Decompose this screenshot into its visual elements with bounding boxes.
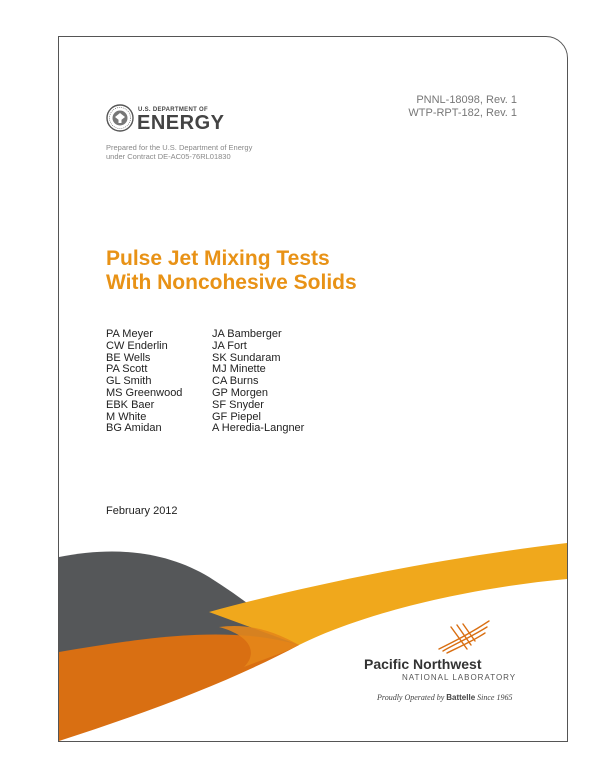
author: CA Burns	[212, 375, 259, 388]
report-cover	[58, 36, 568, 742]
doe-seal-icon	[106, 104, 134, 132]
contract-note	[106, 143, 252, 161]
battelle-logo: Battelle	[446, 693, 476, 702]
doe-name: ENERGY	[137, 112, 225, 134]
authors-column-right	[212, 329, 304, 435]
author: GF Piepel	[212, 410, 261, 423]
publication-date: February 2012	[106, 505, 178, 517]
author: CW Enderlin	[106, 339, 168, 352]
author: EBK Baer	[106, 398, 155, 411]
report-id-wtp: WTP-RPT-182, Rev. 1	[408, 107, 517, 119]
report-numbers	[408, 94, 517, 120]
author: MJ Minette	[212, 363, 266, 376]
author: BE Wells	[106, 351, 151, 364]
operated-prefix: Proudly Operated by	[377, 693, 445, 702]
author: M White	[106, 410, 147, 423]
author: SK Sundaram	[212, 351, 281, 364]
doe-dept-line: U.S. DEPARTMENT OF	[138, 107, 208, 113]
operated-suffix: Since 1965	[477, 693, 513, 702]
author: GP Morgen	[212, 386, 269, 399]
light-orange-band	[209, 543, 567, 645]
report-title	[106, 247, 357, 295]
author: SF Snyder	[212, 398, 264, 411]
lab-subtitle: NATIONAL LABORATORY	[402, 673, 517, 682]
contract-line-2: under Contract DE-AC05-76RL01830	[106, 152, 231, 161]
author: A Heredia-Langner	[212, 422, 305, 435]
author: JA Fort	[212, 339, 247, 352]
author: BG Amidan	[106, 422, 162, 435]
operated-by-line	[377, 693, 512, 702]
author: PA Scott	[106, 363, 148, 376]
author: GL Smith	[106, 375, 152, 388]
contract-line-1: Prepared for the U.S. Department of Energy	[106, 143, 253, 152]
lab-name: Pacific Northwest	[364, 656, 482, 672]
author: MS Greenwood	[106, 386, 183, 399]
pnnl-logo-mark-icon	[437, 619, 491, 655]
author: JA Bamberger	[212, 328, 282, 340]
authors-column-left	[106, 329, 182, 435]
author: PA Meyer	[106, 328, 153, 340]
report-title-line-2: With Noncohesive Solids	[106, 271, 357, 294]
report-title-line-1: Pulse Jet Mixing Tests	[106, 247, 330, 270]
report-id-pnnl: PNNL-18098, Rev. 1	[416, 94, 517, 106]
